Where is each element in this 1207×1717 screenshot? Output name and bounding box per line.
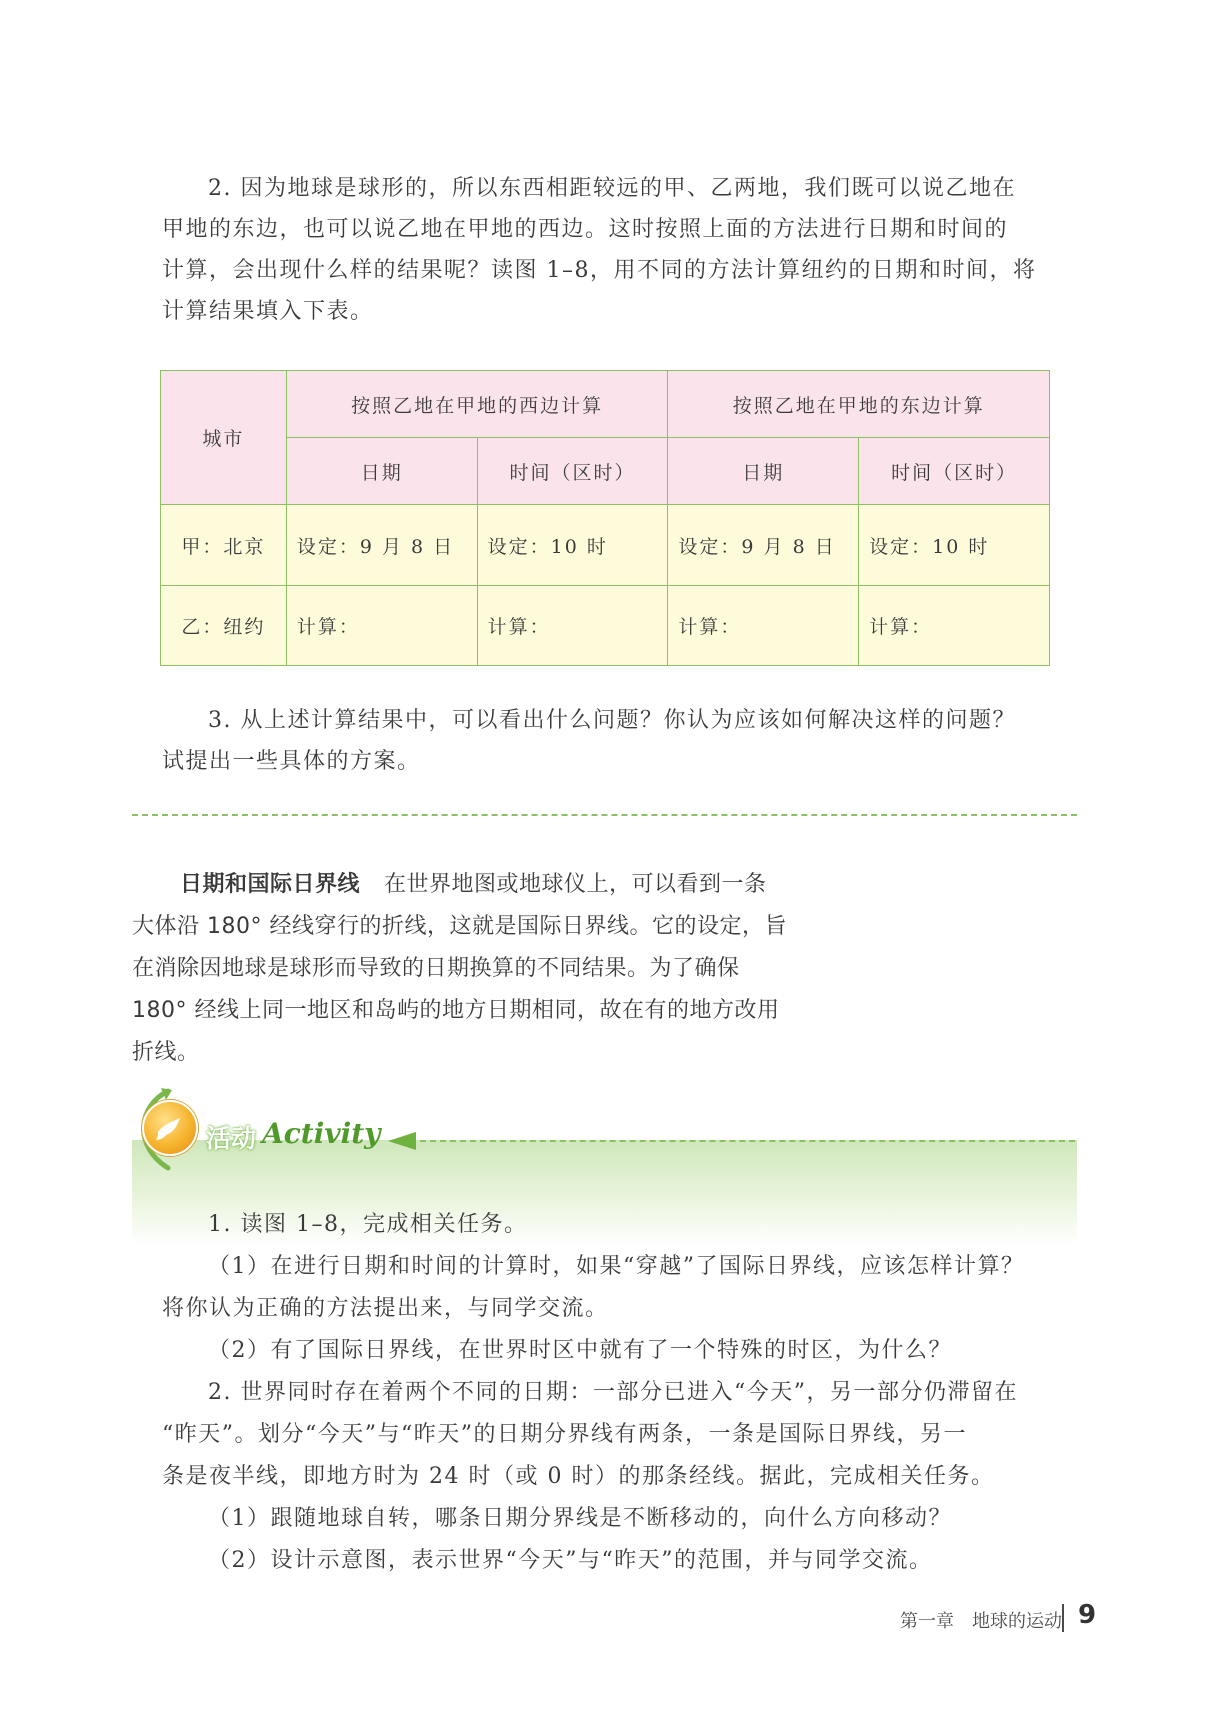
city-cell: 甲：北京: [161, 505, 287, 585]
dateline-line: 180° 经线上同一地区和岛屿的地方日期相同，故在有的地方改用: [132, 998, 780, 1023]
chapter-title: 第一章 地球的运动: [900, 1611, 1062, 1632]
question-3-line: 3. 从上述计算结果中，可以看出什么问题？你认为应该如何解决这样的问题？: [208, 708, 1016, 733]
question-3: [162, 700, 1062, 782]
question-3-line: 试提出一些具体的方案。: [162, 749, 421, 774]
activity-line: （2）设计示意图，表示世界“今天”与“昨天”的范围，并与同学交流。: [208, 1548, 933, 1573]
table-cell: 设定：10 时: [477, 505, 668, 585]
dateline-term: 日期和国际日界线: [180, 872, 361, 897]
activity-divider: [420, 1140, 1075, 1142]
table-cell: 计算：: [859, 585, 1050, 665]
page-number: 9: [1078, 1600, 1097, 1630]
question-2-line: 甲地的东边，也可以说乙地在甲地的西边。这时按照上面的方法进行日期和时间的: [162, 217, 1009, 242]
activity-content: [162, 1204, 1082, 1582]
activity-line: （2）有了国际日界线，在世界时区中就有了一个特殊的时区，为什么？: [208, 1338, 952, 1363]
west-time-header: 时间（区时）: [477, 438, 668, 505]
dateline-paragraph: [132, 864, 852, 1074]
activity-line: 条是夜半线，即地方时为 24 时（或 0 时）的那条经线。据此，完成相关任务。: [162, 1464, 995, 1489]
table-cell: 设定：9 月 8 日: [668, 505, 859, 585]
table-cell: 设定：10 时: [859, 505, 1050, 585]
activity-line: “昨天”。划分“今天”与“昨天”的日期分界线有两条，一条是国际日界线，另一: [162, 1422, 967, 1447]
west-group-header: 按照乙地在甲地的西边计算: [286, 371, 668, 438]
east-date-header: 日期: [668, 438, 859, 505]
question-2-line: 计算结果填入下表。: [162, 299, 374, 324]
footer-divider: [1062, 1604, 1064, 1632]
question-2-line: 计算，会出现什么样的结果呢？读图 1–8，用不同的方法计算纽约的日期和时间，将: [162, 258, 1037, 283]
activity-label-en: Activity: [262, 1117, 381, 1150]
activity-line: （1）在进行日期和时间的计算时，如果“穿越”了国际日界线，应该怎样计算？: [208, 1254, 1025, 1279]
east-time-header: 时间（区时）: [859, 438, 1050, 505]
dateline-line: 在世界地图或地球仪上，可以看到一条: [384, 872, 767, 897]
dove-badge-icon: [142, 1100, 198, 1156]
activity-line: 2. 世界同时存在着两个不同的日期：一部分已进入“今天”，另一部分仍滞留在: [208, 1380, 1018, 1405]
table-cell: 计算：: [668, 585, 859, 665]
city-cell: 乙：纽约: [161, 585, 287, 665]
west-date-header: 日期: [286, 438, 477, 505]
table-cell: 设定：9 月 8 日: [286, 505, 477, 585]
east-group-header: 按照乙地在甲地的东边计算: [668, 371, 1050, 438]
activity-line: （1）跟随地球自转，哪条日期分界线是不断移动的，向什么方向移动？: [208, 1506, 952, 1531]
city-header: 城市: [161, 371, 287, 505]
activity-label-cn: 活动: [206, 1124, 257, 1153]
table-row-beijing: [161, 505, 1050, 585]
table-cell: 计算：: [477, 585, 668, 665]
question-2: [162, 168, 1062, 332]
section-divider: [132, 814, 1077, 816]
dove-icon: [144, 1102, 196, 1154]
dateline-line: 大体沿 180° 经线穿行的折线，这就是国际日界线。它的设定，旨: [132, 914, 787, 939]
activity-line: 1. 读图 1–8，完成相关任务。: [208, 1212, 528, 1237]
arrow-left-icon: [388, 1132, 416, 1150]
dateline-line: 在消除因地球是球形而导致的日期换算的不同结果。为了确保: [132, 956, 740, 981]
table-row-newyork: [161, 585, 1050, 665]
question-2-line: 2. 因为地球是球形的，所以东西相距较远的甲、乙两地，我们既可以说乙地在: [208, 176, 1016, 201]
dateline-line: 折线。: [132, 1040, 200, 1065]
table-cell: 计算：: [286, 585, 477, 665]
calculation-table: [160, 370, 1050, 666]
activity-line: 将你认为正确的方法提出来，与同学交流。: [162, 1296, 609, 1321]
